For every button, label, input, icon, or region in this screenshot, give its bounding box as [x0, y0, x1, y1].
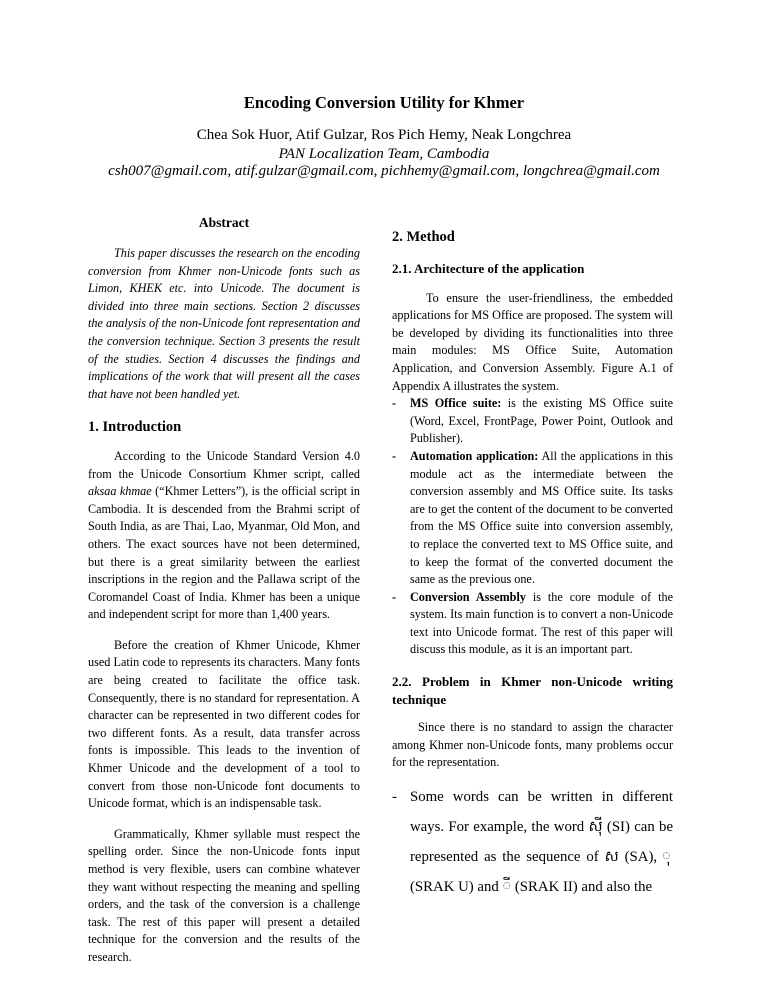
bullet-text: is the existing MS Office suite (Word, Excel, FrontPage, Power Point, Outlook and Publisher).: [410, 396, 673, 446]
text: (SA),: [618, 848, 674, 865]
text: (SI) can be represented as the sequence of: [410, 818, 674, 865]
left-column: [88, 214, 360, 967]
abstract-heading: Abstract: [198, 215, 250, 230]
method-paragraph-2: Since there is no standard to assign the character among Khmer non-Unicode fonts, many problems occur for the representation.: [392, 720, 673, 770]
method-heading: 2. Method: [392, 229, 455, 245]
bullet-term: MS Office suite:: [410, 396, 502, 411]
bullet-term: Conversion Assembly: [410, 589, 526, 604]
right-column: [392, 229, 673, 902]
bullet-dash: -: [392, 589, 397, 604]
bullet-dash: -: [392, 788, 397, 805]
bullet-text: is the core module of the system. Its main function is to convert a non-Unicode text into Unicode format. The rest of this paper will discuss this module, as it is an important part.: [410, 589, 673, 657]
khmer-word: ស៊ី: [588, 818, 603, 835]
bullet-dash: -: [392, 396, 397, 411]
method-paragraph-1: To ensure the user-friendliness, the embedded applications for MS Office are proposed. The system will be developed by dividing its functionalities into three main modules: MS Office Suite, Automation Application, and Conversion Assembly. Figure A.1 of Appendix A illustrates the system.: [392, 290, 673, 393]
emails: csh007@gmail.com, atif.gulzar@gmail.com, pichhemy@gmail.com, longchrea@gmail.com: [108, 163, 660, 179]
subsection-2-2-heading: 2.2. Problem in Khmer non-Unicode writing technique: [392, 674, 673, 708]
example-bullet: [392, 782, 673, 902]
text: (SRAK U) and: [410, 878, 503, 895]
khmer-char: ី: [502, 878, 512, 895]
text: (SRAK II) and also the: [511, 878, 653, 895]
text: According to the Unicode Standard Version 4.0 from the Unicode Consortium Khmer script, called: [88, 448, 360, 481]
bullet-conversion-assembly: [392, 589, 673, 659]
bullet-text: All the applications in this module act as the intermediate between the conversion assembly and MS Office suite. Its tasks are to get the content of the document to be converted from the MS Office suite into conversion assembly, to replace the converted text to MS Office suite, and to keep the format of the converted document the same as the previous one.: [410, 448, 673, 587]
affiliation: PAN Localization Team, Cambodia: [278, 146, 490, 162]
khmer-char: ស: [604, 848, 619, 865]
text: (“Khmer Letters”), is the official script in Cambodia. It is descended from the Brahmi script of South India, as are Thai, Lao, Myanmar, Old Mon, and others. The exact sources have not been determined, but there is a great similarity between the earliest inscriptions in the region and the Pallawa script of the Coromandel Coast of India. Khmer has been a unique and independent script for more than 1,400 years.: [88, 484, 360, 622]
intro-paragraph-1: [88, 448, 360, 624]
authors: Chea Sok Huor, Atif Gulzar, Ros Pich Hemy, Neak Longchrea: [196, 127, 572, 143]
bullet-term: Automation application:: [410, 448, 539, 463]
emphasis: aksaa khmae: [88, 484, 152, 499]
bullet-dash: -: [392, 448, 397, 463]
intro-heading: 1. Introduction: [88, 419, 182, 436]
bullet-ms-office: [392, 395, 673, 448]
text: Some words can be written in different ways. For example, the word: [410, 788, 673, 835]
paper-title: Encoding Conversion Utility for Khmer: [243, 93, 525, 112]
abstract-text: This paper discusses the research on the encoding conversion from Khmer non-Unicode fonts such as Limon, KHEK etc. into Unicode. The document is divided into three main sections. Section 2 discusses the analysis of the non-Unicode font representation and the conversion technique. Section 3 presents the result of the studies. Section 4 discusses the findings and implications of the work that will present all the cases that have not been handled yet.: [88, 246, 360, 401]
intro-paragraph-3: Grammatically, Khmer syllable must respect the spelling order. Since the non-Unicode fonts input method is very flexible, users can combine whatever they want without respecting the meaning and spelling orders, and the task of the conversion is a challenge task. The rest of this paper will present a detailed technique for the conversion and the results of the research.: [88, 826, 360, 964]
bullet-automation: [392, 448, 673, 589]
intro-paragraph-2: Before the creation of Khmer Unicode, Khmer used Latin code to represents its characters. Many fonts are being created to facilitate the office task. Consequently, there is no standard for representation. A character can be represented in two different codes for two different fonts. As a result, data transfer across fonts is impossible. This leads to the invention of Khmer Unicode and the development of a tool to convert from those non-Unicode font documents to Unicode format, which is an indispensable task.: [88, 637, 360, 811]
subsection-2-1-heading: 2.1. Architecture of the application: [392, 260, 585, 276]
